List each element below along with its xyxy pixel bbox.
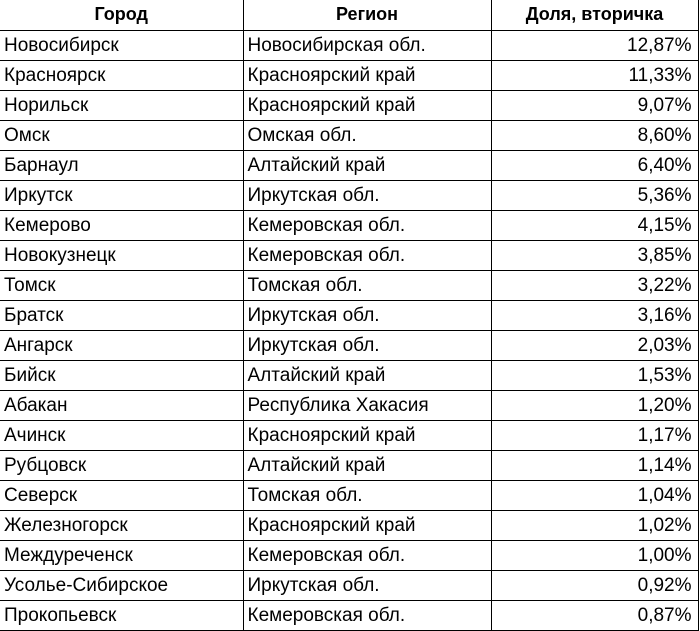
table-row [0, 420, 698, 450]
cell-region[interactable]: Кемеровская обл. [243, 210, 491, 240]
cell-region[interactable]: Новосибирская обл. [243, 30, 491, 60]
cell-region[interactable]: Красноярский край [243, 420, 491, 450]
table-row [0, 510, 698, 540]
cell-city[interactable]: Томск [0, 270, 243, 300]
cell-share[interactable]: 1,17% [491, 420, 698, 450]
cell-region[interactable]: Республика Хакасия [243, 390, 491, 420]
cell-share[interactable]: 3,22% [491, 270, 698, 300]
cell-share[interactable]: 1,02% [491, 510, 698, 540]
cell-region[interactable]: Томская обл. [243, 270, 491, 300]
cell-region[interactable]: Томская обл. [243, 480, 491, 510]
cell-city[interactable]: Железногорск [0, 510, 243, 540]
cell-share[interactable]: 1,20% [491, 390, 698, 420]
cell-region[interactable]: Алтайский край [243, 150, 491, 180]
table-row [0, 450, 698, 480]
table-row [0, 480, 698, 510]
cell-city[interactable]: Рубцовск [0, 450, 243, 480]
table-row [0, 180, 698, 210]
table-row [0, 240, 698, 270]
cell-share[interactable]: 5,36% [491, 180, 698, 210]
table-row [0, 600, 698, 630]
cell-city[interactable]: Ачинск [0, 420, 243, 450]
cell-city[interactable]: Омск [0, 120, 243, 150]
table-row [0, 150, 698, 180]
cell-city[interactable]: Северск [0, 480, 243, 510]
table-row [0, 270, 698, 300]
cell-region[interactable]: Кемеровская обл. [243, 540, 491, 570]
table-row [0, 540, 698, 570]
cell-region[interactable]: Иркутская обл. [243, 180, 491, 210]
cell-city[interactable]: Усолье-Сибирское [0, 570, 243, 600]
cell-city[interactable]: Норильск [0, 90, 243, 120]
cell-share[interactable]: 4,15% [491, 210, 698, 240]
cell-city[interactable]: Новосибирск [0, 30, 243, 60]
cell-city[interactable]: Бийск [0, 360, 243, 390]
table-row [0, 60, 698, 90]
cell-city[interactable]: Прокопьевск [0, 600, 243, 630]
table-row [0, 300, 698, 330]
cell-city[interactable]: Новокузнецк [0, 240, 243, 270]
cell-city[interactable]: Братск [0, 300, 243, 330]
cell-region[interactable]: Красноярский край [243, 510, 491, 540]
cell-region[interactable]: Алтайский край [243, 360, 491, 390]
cell-share[interactable]: 8,60% [491, 120, 698, 150]
cell-city[interactable]: Иркутск [0, 180, 243, 210]
cell-region[interactable]: Алтайский край [243, 450, 491, 480]
cell-share[interactable]: 0,87% [491, 600, 698, 630]
cell-share[interactable]: 12,87% [491, 30, 698, 60]
cell-share[interactable]: 6,40% [491, 150, 698, 180]
cell-city[interactable]: Красноярск [0, 60, 243, 90]
cell-region[interactable]: Иркутская обл. [243, 300, 491, 330]
table-row [0, 120, 698, 150]
table-row [0, 30, 698, 60]
cell-region[interactable]: Иркутская обл. [243, 330, 491, 360]
cell-share[interactable]: 3,85% [491, 240, 698, 270]
cell-region[interactable]: Красноярский край [243, 90, 491, 120]
table-row [0, 390, 698, 420]
cell-share[interactable]: 1,53% [491, 360, 698, 390]
cell-city[interactable]: Междуреченск [0, 540, 243, 570]
cell-region[interactable]: Омская обл. [243, 120, 491, 150]
cell-city[interactable]: Кемерово [0, 210, 243, 240]
header-share[interactable]: Доля, вторичка [491, 0, 698, 30]
cell-city[interactable]: Абакан [0, 390, 243, 420]
table-row [0, 360, 698, 390]
cell-city[interactable]: Ангарск [0, 330, 243, 360]
table-row [0, 90, 698, 120]
table-row [0, 210, 698, 240]
header-row [0, 0, 698, 30]
table-row [0, 330, 698, 360]
cell-region[interactable]: Кемеровская обл. [243, 240, 491, 270]
header-city[interactable]: Город [0, 0, 243, 30]
cell-share[interactable]: 1,04% [491, 480, 698, 510]
cell-region[interactable]: Красноярский край [243, 60, 491, 90]
cell-share[interactable]: 1,14% [491, 450, 698, 480]
cell-share[interactable]: 9,07% [491, 90, 698, 120]
cell-share[interactable]: 0,92% [491, 570, 698, 600]
cell-share[interactable]: 2,03% [491, 330, 698, 360]
cell-region[interactable]: Кемеровская обл. [243, 600, 491, 630]
header-region[interactable]: Регион [243, 0, 491, 30]
table-body [0, 30, 698, 630]
cell-share[interactable]: 1,00% [491, 540, 698, 570]
cell-share[interactable]: 3,16% [491, 300, 698, 330]
cell-share[interactable]: 11,33% [491, 60, 698, 90]
cell-city[interactable]: Барнаул [0, 150, 243, 180]
cell-region[interactable]: Иркутская обл. [243, 570, 491, 600]
table-row [0, 570, 698, 600]
